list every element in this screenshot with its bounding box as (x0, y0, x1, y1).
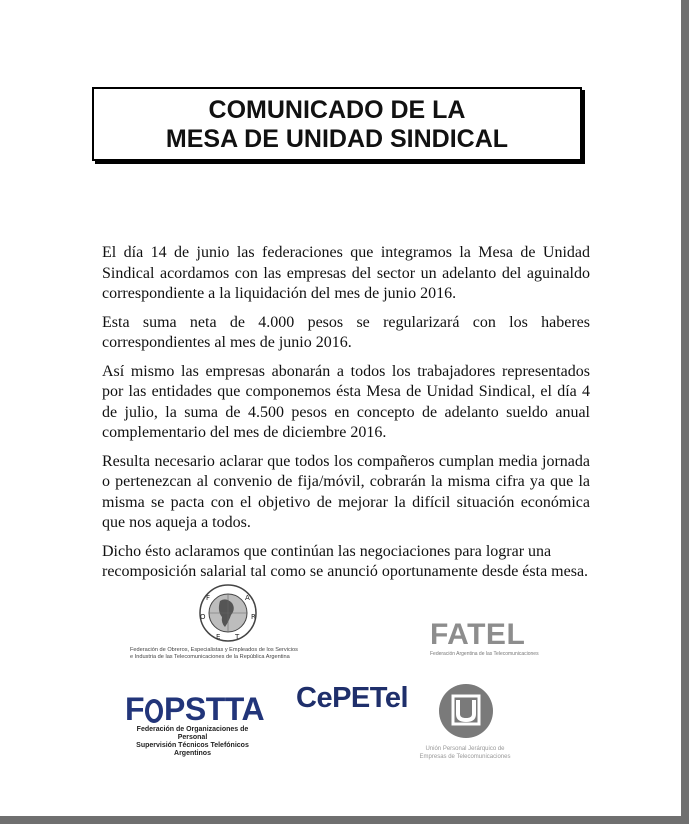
fopstta-name-prefix: F (125, 691, 145, 727)
upjet-caption-line-2: Empresas de Telecomunicaciones (419, 754, 511, 760)
upjet-emblem-icon (438, 683, 494, 739)
foetra-emblem-icon (193, 583, 263, 647)
title-line-2: MESA DE UNIDAD SINDICAL (165, 125, 509, 153)
fopstta-logo (125, 692, 270, 757)
fopstta-name-suffix: PSTTA (164, 691, 265, 727)
foetra-letter-a: A (245, 594, 250, 602)
cepetel-logo (296, 682, 411, 722)
foetra-caption (130, 647, 340, 661)
foetra-letter-o: O (200, 613, 206, 621)
fopstta-subtitle (125, 726, 260, 758)
cepetel-name: CePETel (296, 682, 409, 714)
upjet-logo (405, 683, 525, 763)
foetra-logo (130, 583, 340, 673)
title-line-1: COMUNICADO DE LA (208, 96, 466, 124)
paragraph-4: Resulta necesario aclarar que todos los compañeros cumplan media jornada o pertenezcan al convenio de fija/móvil, cobrarán la misma cifra ya que la misma se pacta con el objetivo de mejorar la difícil situación económica que nos aqueja a todos. (102, 452, 590, 531)
paragraph-5: Dicho ésto aclaramos que continúan las negociaciones para lograr una recomposición salarial tal como se anunció oportunamente desde ésta mesa. (102, 542, 589, 580)
upjet-caption-line-1: Unión Personal Jerárquico de (425, 746, 505, 752)
fatel-subtitle: Federación Argentina de las Telecomunicaciones (430, 651, 539, 657)
foetra-caption-line-1: Federación de Obreros, Especialistas y Empleados de los Servicios (130, 647, 298, 653)
foetra-letter-f: F (206, 594, 211, 602)
paragraph-1: El día 14 de junio las federaciones que integramos la Mesa de Unidad Sindical acordamos con las empresas del sector un adelanto del aguinaldo correspondiente a la liquidación del mes de junio 2016. (102, 244, 590, 302)
fopstta-ring-icon (145, 699, 163, 723)
foetra-letter-t: T (235, 633, 240, 641)
foetra-letter-r: R (251, 613, 256, 621)
fopstta-name (125, 692, 270, 726)
fopstta-subtitle-line-2: Supervisión Técnicos Telefónicos Argentinos (136, 742, 249, 757)
fatel-name: FATEL (430, 618, 526, 651)
fopstta-subtitle-line-1: Federación de Organizaciones de Personal (136, 726, 249, 741)
communique-body (102, 243, 590, 591)
fatel-logo (430, 620, 570, 665)
paragraph-2: Esta suma neta de 4.000 pesos se regularizará con los haberes correspondientes al mes de junio 2016. (102, 313, 590, 351)
upjet-caption (405, 745, 525, 761)
title-box (92, 87, 582, 161)
foetra-caption-line-2: e Industria de las Telecomunicaciones de la República Argentina (130, 654, 290, 660)
foetra-letter-e: E (216, 633, 221, 641)
paragraph-3: Así mismo las empresas abonarán a todos los trabajadores representados por las entidades que componemos ésta Mesa de Unidad Sindical, el día 4 de julio, la suma de 4.500 pesos en concepto de adelanto sueldo anual complementario del mes de diciembre 2016. (102, 362, 590, 441)
